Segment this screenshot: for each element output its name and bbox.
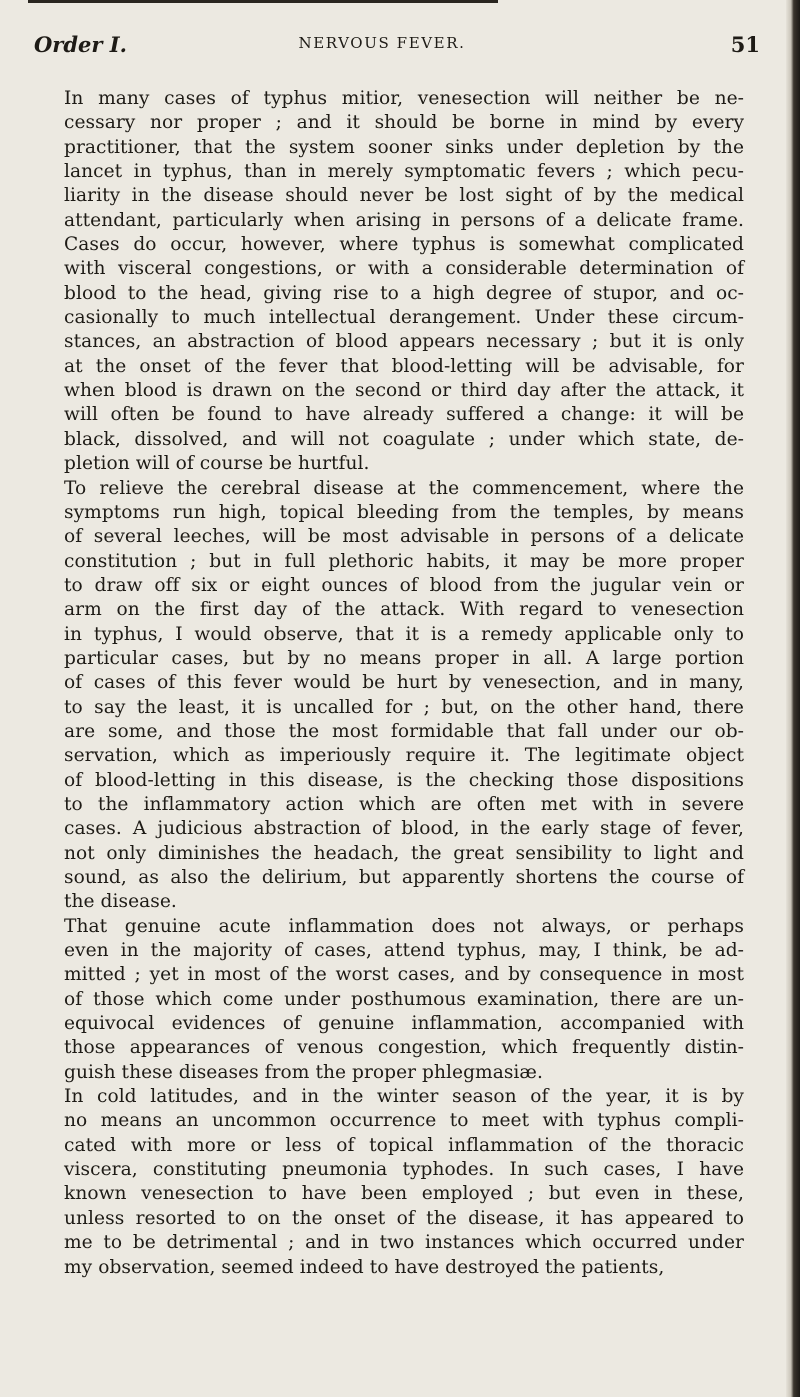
paragraph — [64, 1085, 744, 1280]
text-line: mitted ; yet in most of the worst cases, and by consequence in most — [64, 964, 744, 986]
text-line: In many cases of typhus mitior, venesection will neither be ne- — [64, 88, 744, 109]
paragraph — [64, 477, 744, 915]
text-line: when blood is drawn on the second or third day after the attack, it — [64, 380, 744, 402]
text-line: to draw off six or eight ounces of blood from the jugular vein or — [64, 574, 744, 596]
text-line: are some, and those the most formidable that fall under our ob- — [64, 720, 744, 742]
text-line: to the inflammatory action which are often met with in severe — [64, 793, 744, 815]
text-line: blood to the head, giving rise to a high degree of stupor, and oc- — [64, 282, 744, 304]
text-line: servation, which as imperiously require it. The legitimate object — [64, 745, 744, 767]
text-line: to say the least, it is uncalled for ; but, on the other hand, there — [64, 696, 744, 718]
text-line: will often be found to have already suffered a change: it will be — [64, 404, 744, 426]
text-line: equivocal evidences of genuine inflammation, accompanied with — [64, 1013, 744, 1035]
text-line: not only diminishes the headach, the great sensibility to light and — [64, 842, 744, 864]
text-line: in typhus, I would observe, that it is a remedy applicable only to — [64, 623, 744, 645]
text-line: liarity in the disease should never be lost sight of by the medical — [64, 185, 744, 207]
text-line: constitution ; but in full plethoric habits, it may be more proper — [64, 550, 744, 572]
text-line: with visceral congestions, or with a considerable determination of — [64, 258, 744, 280]
text-line: of cases of this fever would be hurt by venesection, and in many, — [64, 672, 744, 694]
text-line: viscera, constituting pneumonia typhodes. In such cases, I have — [64, 1159, 744, 1181]
text-line: practitioner, that the system sooner sinks under depletion by the — [64, 136, 744, 158]
text-line: Cases do occur, however, where typhus is somewhat complicated — [64, 234, 744, 256]
text-line: lancet in typhus, than in merely symptomatic fevers ; which pecu- — [64, 161, 744, 183]
page-header — [34, 32, 768, 66]
text-line: my observation, seemed indeed to have destroyed the patients, — [64, 1256, 665, 1278]
text-line: cated with more or less of topical inflammation of the thoracic — [64, 1134, 744, 1156]
text-line: known venesection to have been employed ; but even in these, — [64, 1183, 744, 1205]
text-line: black, dissolved, and will not coagulate ; under which state, de- — [64, 428, 744, 450]
text-line: That genuine acute inflammation does not always, or perhaps — [64, 915, 744, 937]
text-line: cessary nor proper ; and it should be borne in mind by every — [64, 112, 744, 134]
text-line: To relieve the cerebral disease at the commencement, where the — [64, 477, 744, 499]
text-line: cases. A judicious abstraction of blood, in the early stage of fever, — [64, 818, 744, 840]
text-line: attendant, particularly when arising in persons of a delicate frame. — [64, 209, 744, 231]
text-line: no means an uncommon occurrence to meet with typhus compli- — [64, 1110, 744, 1132]
text-line: arm on the first day of the attack. With regard to venesection — [64, 599, 744, 621]
running-title: NERVOUS FEVER. — [298, 34, 466, 52]
text-line: the disease. — [64, 891, 177, 913]
text-line: casionally to much intellectual derangement. Under these circum- — [64, 307, 744, 329]
text-line: sound, as also the delirium, but apparently shortens the course of — [64, 867, 744, 888]
text-line: of those which come under posthumous examination, there are un- — [64, 988, 744, 1010]
text-line: of several leeches, will be most advisable in persons of a delicate — [64, 526, 744, 548]
text-line: guish these diseases from the proper phlegmasiæ. — [64, 1061, 543, 1083]
paragraph — [64, 915, 744, 1085]
text-line: pletion will of course be hurtful. — [64, 453, 370, 475]
body-text — [64, 87, 744, 1280]
text-line: of blood-letting in this disease, is the checking those dispositions — [64, 769, 744, 791]
page-number: 51 — [730, 32, 760, 57]
text-line: unless resorted to on the onset of the disease, it has appeared to — [64, 1207, 744, 1229]
text-line: those appearances of venous congestion, which frequently distin- — [64, 1037, 744, 1059]
text-line: stances, an abstraction of blood appears necessary ; but it is only — [64, 331, 744, 353]
text-line: symptoms run high, topical bleeding from the temples, by means — [64, 501, 744, 523]
top-rule — [28, 0, 498, 3]
text-line: particular cases, but by no means proper in all. A large portion — [64, 647, 744, 669]
page-edge-shadow — [786, 0, 800, 1397]
text-line: at the onset of the fever that blood-letting will be advisable, for — [64, 355, 744, 377]
text-line: even in the majority of cases, attend typhus, may, I think, be ad- — [64, 940, 744, 962]
text-line: In cold latitudes, and in the winter season of the year, it is by — [64, 1086, 744, 1108]
chapter-label: Order I. — [34, 32, 127, 57]
text-line: me to be detrimental ; and in two instances which occurred under — [64, 1232, 744, 1254]
paragraph — [64, 87, 744, 477]
